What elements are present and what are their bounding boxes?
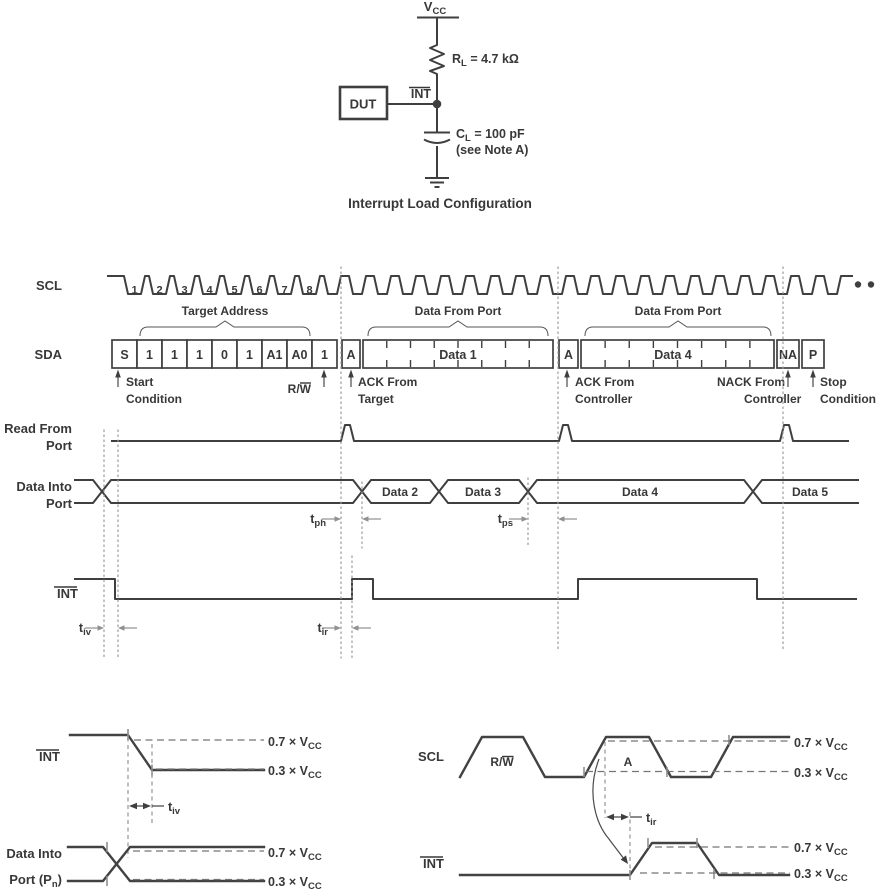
tir-sub: ir (321, 627, 328, 638)
tps-label (498, 512, 513, 529)
tir-label (646, 811, 657, 828)
nack-from-controller-line1: NACK From (717, 375, 785, 389)
tph-sub: ph (314, 518, 326, 529)
circuit-caption: Interrupt Load Configuration (348, 196, 532, 211)
int-net-label: INT (410, 87, 431, 101)
cl-rest: = 100 pF (470, 127, 525, 141)
rl-value-label (452, 52, 519, 69)
v03-sub: CC (307, 770, 322, 781)
dim-arrow-head (335, 625, 342, 630)
v03-sub: CC (833, 772, 848, 783)
v03-main: 0.3 × V (794, 766, 834, 780)
sda-bit-label: 0 (221, 348, 228, 362)
data-into-port-label-line1: Data Into (16, 479, 72, 494)
tiv-detail-diagram (6, 729, 321, 889)
v07-main: 0.7 × V (268, 846, 308, 860)
sda-bit-label: 1 (321, 348, 328, 362)
nack-label: NA (778, 348, 798, 362)
tiv-label (168, 800, 181, 817)
read-from-port-label-line1: Read From (4, 421, 72, 436)
scl-waveform (108, 276, 852, 294)
tir-sub: ir (650, 817, 657, 828)
rl-main: R (452, 52, 462, 66)
sda-bit-label: A0 (291, 348, 308, 362)
stop-condition-line2: Condition (820, 392, 876, 406)
data4-label: Data 4 (654, 348, 692, 362)
rw-pre: R/ (490, 755, 503, 769)
v03-main: 0.3 × V (794, 867, 834, 881)
vcc-main: V (423, 0, 433, 14)
data-into-port-label-line2: Port (46, 496, 72, 511)
rl-rest: = 4.7 kΩ (466, 52, 519, 66)
sda-bit-label: S (120, 348, 129, 362)
tiv-sub: iv (172, 806, 181, 817)
bus-line-b (68, 847, 264, 881)
v03-main: 0.3 × V (268, 875, 308, 889)
v07-threshold-label (268, 846, 322, 863)
scl-clock-number: 3 (181, 284, 188, 297)
data-from-port-label-1: Data From Port (414, 304, 502, 318)
sda-bit-label: 1 (146, 348, 153, 362)
read-from-port-label-line2: Port (46, 438, 72, 453)
scl-clock-numbers (131, 285, 312, 297)
sda-bit-label: 1 (196, 348, 203, 362)
start-condition-line2: Condition (126, 392, 182, 406)
tir-main: t (646, 811, 651, 825)
rw-arrow-head (321, 370, 327, 378)
scl-clock-number: 2 (156, 284, 163, 297)
tiv-dimension-arrow (129, 803, 164, 809)
tiv-main: t (78, 621, 84, 635)
v07-main: 0.7 × V (794, 841, 834, 855)
int-waveform (75, 579, 856, 599)
vcc-sub: CC (432, 6, 447, 17)
sda-bit-label: 1 (246, 348, 253, 362)
scl-clock-number: 4 (206, 284, 213, 297)
bus-line-a (68, 847, 264, 881)
data-from-port-label-2: Data From Port (634, 304, 722, 318)
ack-pulse-label: A (623, 755, 633, 769)
dim-arrow-head (522, 516, 529, 521)
reference-dashed-lines (104, 267, 783, 660)
sda-row-label: SDA (34, 347, 62, 362)
data-from-port-brace-1 (368, 321, 548, 336)
tps-main: t (497, 512, 502, 526)
v03-threshold-label (794, 766, 848, 783)
cl-sub: L (465, 133, 471, 144)
resistor-symbol (430, 18, 444, 100)
dim-arrow-head (98, 625, 105, 630)
int-falling-waveform (70, 735, 264, 770)
ack-from-target-line2: Target (358, 392, 394, 406)
scl-row-label: SCL (36, 278, 62, 293)
ack-target-arrow-head (348, 370, 354, 378)
dut-label: DUT (349, 96, 377, 112)
data-into-port-pn-label-line2 (9, 872, 62, 889)
target-address-label: Target Address (181, 304, 269, 318)
cl-note-label: (see Note A) (456, 143, 529, 157)
rw-label (288, 382, 312, 396)
port-post: ) (57, 872, 62, 887)
tir-main: t (317, 621, 322, 635)
ack-from-target-line1: ACK From (358, 375, 418, 389)
interrupt-timing-diagram (4, 267, 876, 660)
tiv-label (79, 621, 92, 638)
v07-threshold-label (794, 736, 848, 753)
ack-from-controller-line2: Controller (575, 392, 633, 406)
scl-clock-number: 7 (281, 284, 288, 297)
v03-sub: CC (307, 881, 322, 889)
stop-condition-line1: Stop (820, 375, 847, 389)
v03-threshold-label (268, 875, 322, 889)
data-into-port-pn-label-line1: Data Into (6, 846, 62, 861)
port-pre: Port (P (9, 872, 52, 887)
scl-clock-number: 1 (131, 284, 138, 297)
cause-effect-curved-arrow (593, 759, 624, 859)
timing-dimension-arrows (85, 516, 577, 630)
v07-main: 0.7 × V (268, 735, 308, 749)
rw-w: W (299, 382, 311, 396)
v07-sub: CC (833, 742, 848, 753)
tps-sub: ps (501, 518, 513, 529)
scl-label: SCL (418, 749, 444, 764)
ack-controller-arrow-head (564, 370, 570, 378)
cl-main: C (456, 127, 466, 141)
ack2-label: A (563, 348, 574, 362)
interrupt-load-circuit (340, 0, 532, 211)
int-label: INT (423, 856, 444, 871)
read-from-port-waveform (112, 425, 848, 441)
ack-from-controller-line1: ACK From (575, 375, 635, 389)
scl-clock-number: 5 (231, 284, 238, 297)
tph-main: t (310, 512, 315, 526)
v07-threshold-label (794, 841, 848, 858)
stop-label: P (808, 348, 818, 362)
tiv-sub: iv (83, 627, 91, 638)
condition-arrows (115, 370, 816, 388)
sda-address-cells (112, 340, 337, 368)
start-arrow-head (115, 370, 121, 378)
v07-sub: CC (307, 741, 322, 752)
dim-arrow-head (335, 516, 342, 521)
tir-dimension-arrow (606, 814, 642, 820)
bus-cell-label: Data 2 (381, 485, 419, 499)
sda-bit-label: 1 (171, 348, 178, 362)
scl-clock-number: 6 (256, 284, 263, 297)
ground-icon (425, 178, 449, 187)
rw-pre: R/ (287, 382, 300, 396)
bus-cell-label: Data 3 (464, 485, 502, 499)
tiv-main: t (168, 800, 173, 814)
rw-w: W (502, 755, 514, 769)
tir-label (317, 621, 328, 638)
data1-label: Data 1 (439, 348, 477, 362)
tph-label (310, 512, 326, 529)
data-from-port-brace-2 (585, 321, 771, 336)
stop-arrow-head (810, 370, 816, 378)
port-sub: n (51, 879, 58, 889)
target-address-brace (140, 321, 310, 336)
scl-clock-number: 8 (306, 284, 313, 297)
cl-value-label (456, 127, 525, 144)
rl-sub: L (461, 58, 467, 69)
ack1-label: A (346, 348, 356, 362)
v03-sub: CC (833, 873, 848, 884)
vcc-label (424, 0, 447, 17)
bus-cell-label: Data 4 (621, 485, 659, 499)
v07-threshold-label (268, 735, 322, 752)
bus-cell-label: Data 5 (791, 485, 829, 499)
nack-from-controller-line2: Controller (744, 392, 802, 406)
sda-bit-label: A1 (266, 348, 283, 362)
v03-threshold-label (268, 764, 322, 781)
v07-sub: CC (307, 852, 322, 863)
continuation-dot (868, 281, 874, 287)
continuation-dot (855, 281, 861, 287)
tir-detail-diagram (418, 735, 848, 884)
int-label: INT (39, 749, 60, 764)
v03-main: 0.3 × V (268, 764, 308, 778)
v03-threshold-label (794, 867, 848, 884)
start-condition-line1: Start (126, 375, 154, 389)
nack-arrow-head (785, 370, 791, 378)
capacitor-bottom-plate (424, 140, 450, 144)
v07-sub: CC (833, 847, 848, 858)
v07-main: 0.7 × V (794, 736, 834, 750)
int-row-label: INT (57, 586, 78, 601)
